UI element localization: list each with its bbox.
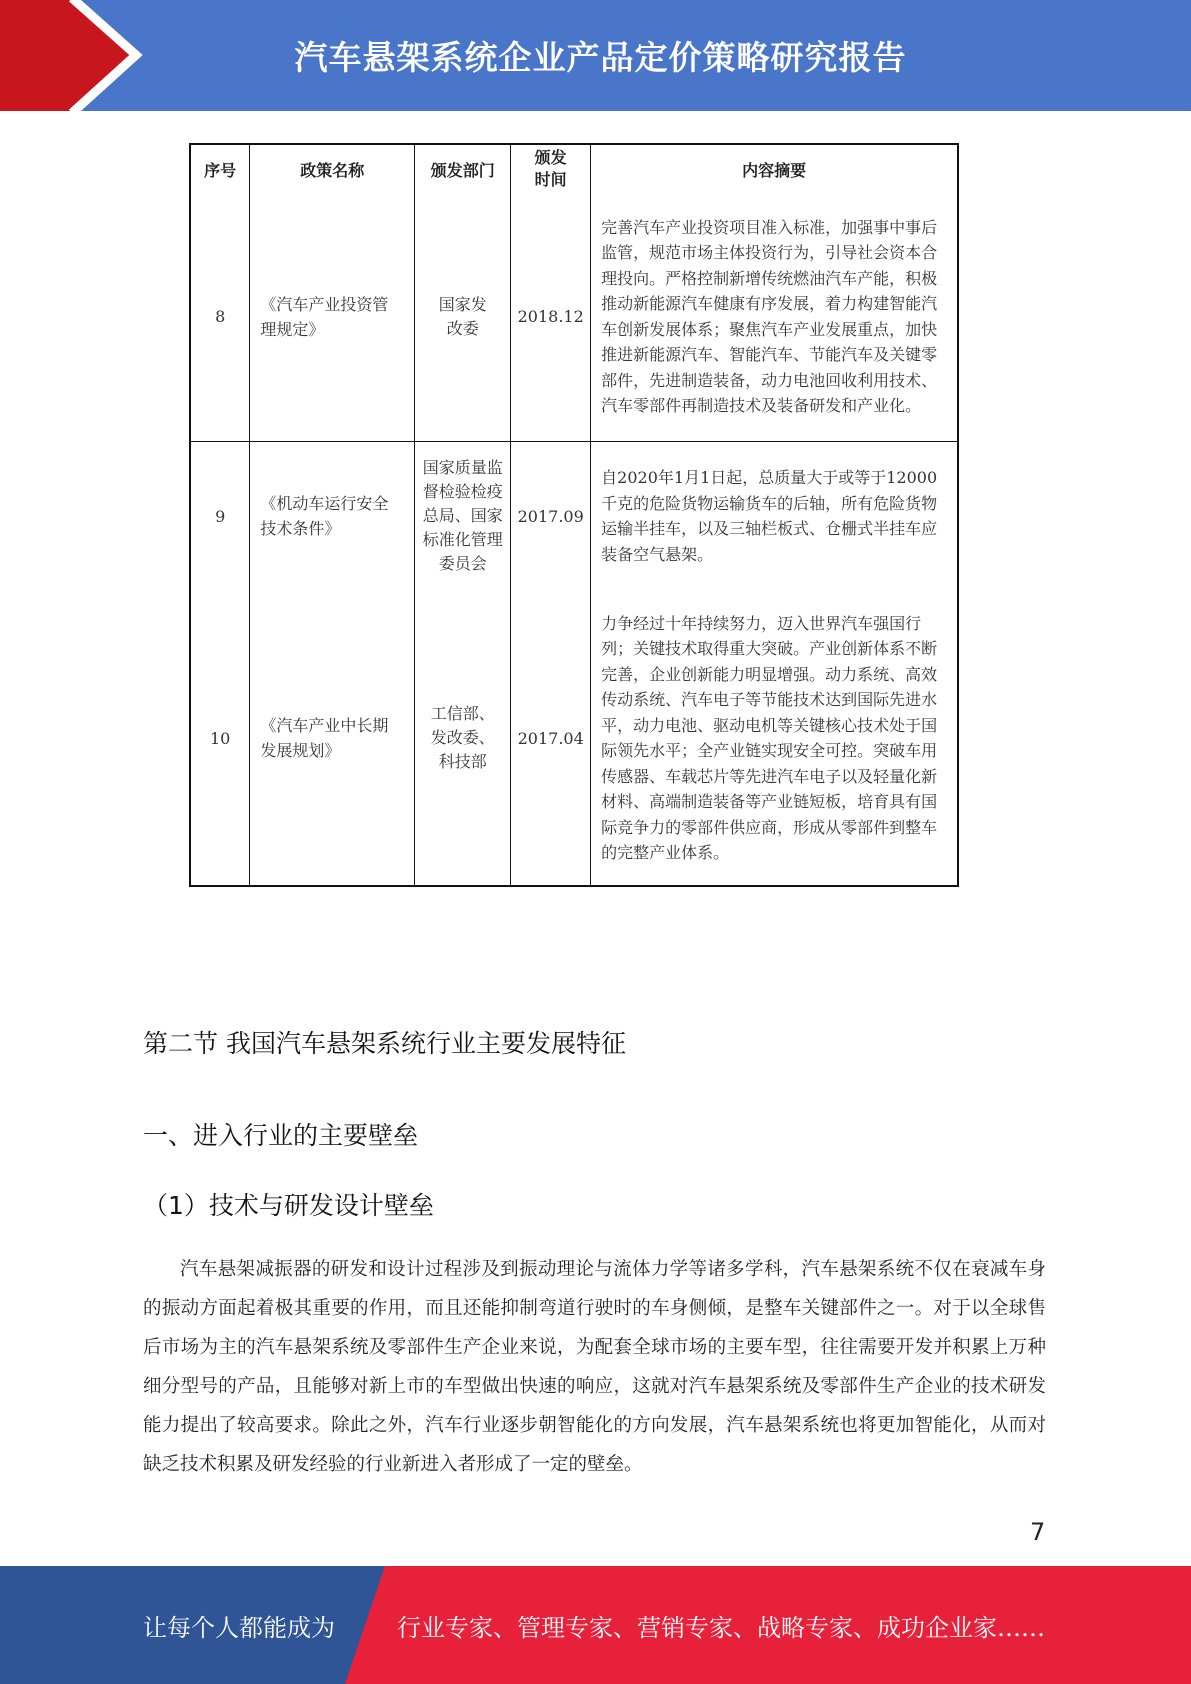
col-header-summary: 内容摘要 — [591, 144, 958, 193]
body-paragraph: 汽车悬架减振器的研发和设计过程涉及到振动理论与流体力学等诸多学科，汽车悬架系统不仅在衰减车身的振动方面起着极其重要的作用，而且还能抑制弯道行驶时的车身侧倾，是整车关键部件之一。对于以全球售后市场为主的汽车悬架系统及零部件生产企业来说，为配套全球市场的主要车型，往往需要开发并积累上万种细分型号的产品，且能够对新上市的车型做出快速的响应，这就对汽车悬架系统及零部件生产企业的技术研发能力提出了较高要求。除此之外，汽车行业逐步朝智能化的方向发展，汽车悬架系统也将更加智能化，从而对缺乏技术积累及研发经验的行业新进入者形成了一定的壁垒。 — [143, 1259, 1046, 1475]
report-title: 汽车悬架系统企业产品定价策略研究报告 — [294, 38, 907, 77]
issue-date: 2017.09 — [511, 441, 591, 591]
page-header — [0, 0, 1191, 111]
table-header-row — [190, 144, 958, 193]
row-number: 9 — [190, 441, 250, 591]
content-summary: 完善汽车产业投资项目准入标准，加强事中事后监管，规范市场主体投资行为，引导社会资本合理投向。严格控制新增传统燃油汽车产能，积极推动新能源汽车健康有序发展，着力构建智能汽车创新发展体系；聚焦汽车产业发展重点，加快推进新能源汽车、智能汽车、节能汽车及关键零部件，先进制造装备，动力电池回收利用技术、汽车零部件再制造技术及装备研发和产业化。 — [591, 193, 958, 441]
issue-date: 2018.12 — [511, 193, 591, 441]
section-heading: 第二节 我国汽车悬架系统行业主要发展特征 — [143, 1029, 626, 1058]
issuing-dept: 国家质量监督检验检疫总局、国家标准化管理委员会 — [415, 441, 511, 591]
table-row — [190, 193, 958, 441]
policy-table — [189, 143, 959, 887]
subsection-heading: 一、进入行业的主要壁垒 — [143, 1121, 419, 1150]
col-header-date: 颁发时间 — [511, 144, 591, 193]
policy-name: 《汽车产业中长期发展规划》 — [250, 591, 415, 886]
issue-date: 2017.04 — [511, 591, 591, 886]
table-row — [190, 591, 958, 886]
issuing-dept: 国家发改委 — [415, 193, 511, 441]
col-header-name: 政策名称 — [250, 144, 415, 193]
content-summary: 自2020年1月1日起，总质量大于或等于12000千克的危险货物运输货车的后轴，所有危险货物运输半挂车，以及三轴栏板式、仓栅式半挂车应装备空气悬架。 — [591, 441, 958, 591]
col-header-dept: 颁发部门 — [415, 144, 511, 193]
page-footer — [0, 1566, 1191, 1684]
row-number: 10 — [190, 591, 250, 886]
col-header-no: 序号 — [190, 144, 250, 193]
sub-subsection-heading: （1）技术与研发设计壁垒 — [143, 1191, 434, 1220]
table-row — [190, 441, 958, 591]
policy-name: 《机动车运行安全技术条件》 — [250, 441, 415, 591]
row-number: 8 — [190, 193, 250, 441]
policy-name: 《汽车产业投资管理规定》 — [250, 193, 415, 441]
content-summary: 力争经过十年持续努力，迈入世界汽车强国行列；关键技术取得重大突破。产业创新体系不断完善，企业创新能力明显增强。动力系统、高效传动系统、汽车电子等节能技术达到国际先进水平，动力电池、驱动电机等关键核心技术处于国际领先水平；全产业链实现安全可控。突破车用传感器、车载芯片等先进汽车电子以及轻量化新材料、高端制造装备等产业链短板，培育具有国际竞争力的零部件供应商，形成从零部件到整车的完整产业体系。 — [591, 591, 958, 886]
footer-slogan-left: 让每个人都能成为 — [143, 1613, 335, 1642]
page-number: 7 — [1030, 1518, 1046, 1546]
footer-slogan-right: 行业专家、管理专家、营销专家、战略专家、成功企业家…… — [397, 1613, 1045, 1642]
issuing-dept: 工信部、发改委、科技部 — [415, 591, 511, 886]
